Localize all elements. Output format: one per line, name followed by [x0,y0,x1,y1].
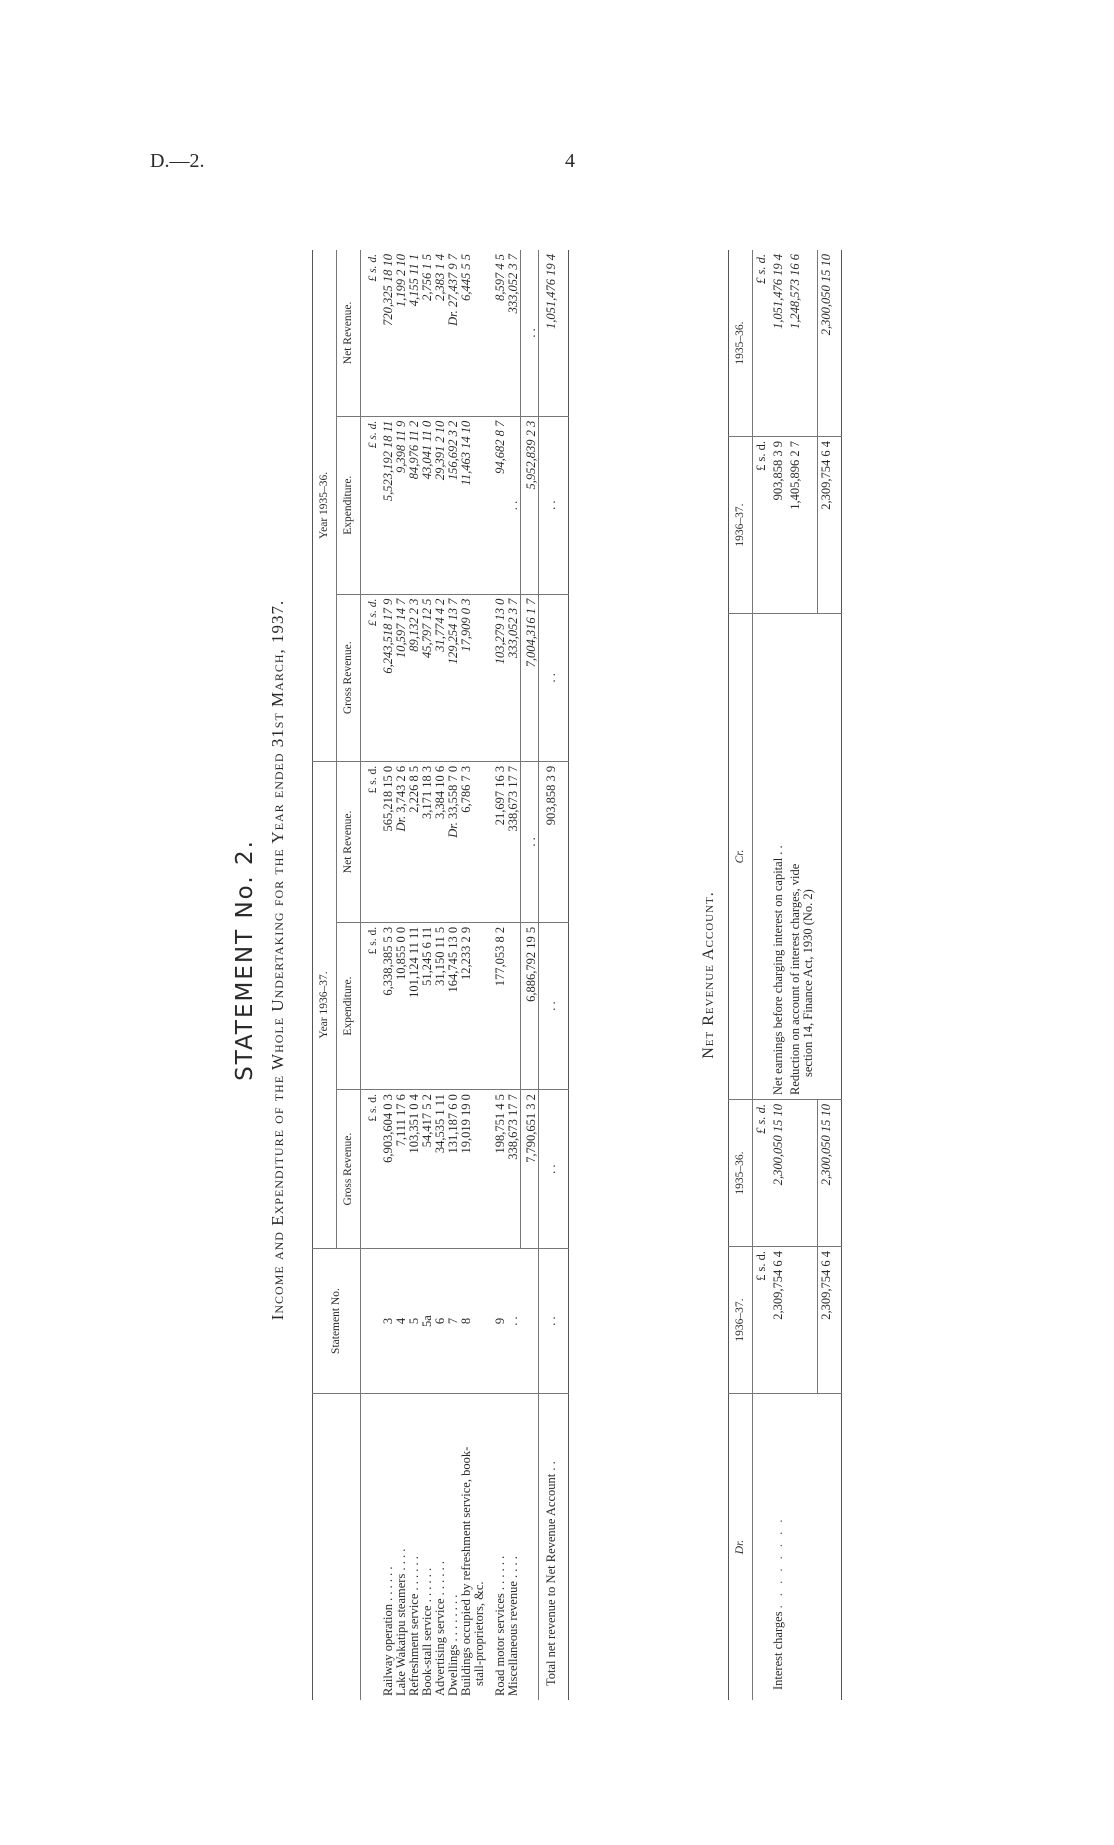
row-n37-val: 3,171 18 3 [420,765,434,819]
header-blank [313,1394,361,1701]
units-net-36: £ s. d. [361,250,383,416]
row-g37: 198,751 4 5 [486,1090,507,1249]
dr-prefix: Dr. [446,310,460,326]
row-n37-val: 565,218 15 0 [381,765,395,832]
nra-units-row [753,250,771,1700]
row-desc: Railway operation . . . . . . [381,1566,395,1696]
row-e37: 177,053 8 2 [486,922,507,1089]
row-n36-val: 27,437 9 7 [446,254,460,308]
nra-cr-label: Net earnings before charging interest on capital . . [770,614,787,1100]
nra-dr-y37: 2,309,754 6 4 [770,1247,787,1394]
row-n36 [486,250,507,416]
net-revenue-account-table [728,250,842,1700]
row-e37: 12,233 2 9 [460,922,486,1089]
row-n36-val: 2,756 1 5 [420,254,434,301]
row-g36: 6,243,518 17 9 [382,594,395,761]
units-exp-36: £ s. d. [361,416,383,594]
header-gross-36: Gross Revenue. [337,594,361,761]
row-e37: 101,124 11 11 [408,922,421,1089]
nra-header-cr: Cr. [729,614,753,1100]
table-row [507,250,521,1700]
row-e36: . . [507,416,521,594]
units-row [361,250,383,1700]
header-net-36: Net Revenue. [337,250,361,416]
row-n36-val: 6,445 5 5 [459,254,473,301]
rotated-page [230,220,930,1700]
nra-header-y37: 1936–37. [729,1247,753,1394]
row-n37-val: 338,673 17 7 [506,765,520,832]
nra-header-cy36: 1935–36. [729,250,753,437]
row-desc: Refreshment service . . . . . . [407,1556,421,1696]
header-year-1936-37: Year 1936–37. [313,761,337,1248]
row-n36-val: 1,199 2 10 [394,254,408,308]
row-n36-val: 4,155 11 1 [407,254,421,307]
row-n37-val: 33,558 7 0 [446,765,460,819]
table-row [460,250,486,1700]
row-e37: 10,855 0 0 [395,922,408,1089]
nra-dr-y36: 2,300,050 15 10 [770,1100,787,1247]
total-desc: Total net revenue to Net Revenue Account . . [539,1394,569,1701]
row-desc: Miscellaneous revenue . . . . [506,1556,520,1696]
nra-header-cy37: 1936–37. [729,437,753,614]
subtotal-e36: 5,952,839 2 3 [521,416,539,594]
nra-units-y36: £ s. d. [753,1100,771,1247]
row-stmt: 4 [395,1249,408,1394]
nra-total-dr37: 2,309,754 6 4 [817,1247,841,1394]
row-stmt: . . [507,1249,521,1394]
nra-leaders: . . . . . . . . [771,1516,785,1609]
row-g36: 17,909 0 3 [460,594,486,761]
units-net-37: £ s. d. [361,761,383,922]
title-block [230,220,288,1700]
nra-totals-row [817,250,841,1700]
statement-subtitle: Income and Expenditure of the Whole Undertaking for the Year ended 31st March, 1937. [268,599,287,1321]
income-expenditure-table [312,250,569,1700]
table-row [787,250,817,1700]
total-e36: . . [539,416,569,594]
row-n36-val: 2,383 1 4 [433,254,447,301]
row-desc: Advertising service . . . . . . [433,1560,447,1696]
nra-cr-y36: 1,051,476 19 4 [770,250,787,437]
units-gross-36: £ s. d. [361,594,383,761]
row-n37-val: 3,743 2 6 [394,765,408,813]
row-n37-val: 2,226 8 5 [407,765,421,813]
header-row-1 [313,250,337,1700]
row-e36: 29,391 2 10 [434,416,447,594]
page-number: 4 [565,150,575,172]
subtotal-n37: . . [521,761,539,922]
nra-dr-label: Interest charges . . . . . . . . [771,1516,785,1690]
row-e36: 43,041 11 0 [421,416,434,594]
nra-units-cy37: £ s. d. [753,437,771,614]
table-row [486,250,507,1700]
nra-total-dr36: 2,300,050 15 10 [817,1100,841,1247]
row-e36: 94,682 8 7 [486,416,507,594]
statement-title: STATEMENT No. 2. [232,839,258,1081]
row-stmt: 5 [408,1249,421,1394]
row-g37: 34,535 1 11 [434,1090,447,1249]
nra-header-y36: 1935–36. [729,1100,753,1247]
row-stmt: 5a [421,1249,434,1394]
total-stmt: . . [539,1249,569,1394]
row-g36: 129,254 13 7 [447,594,460,761]
header-exp-37: Expenditure. [337,922,361,1089]
total-g37: . . [539,1090,569,1249]
nra-header-dr: Dr. [729,1394,753,1701]
row-e37 [507,922,521,1089]
row-g37: 7,111 17 6 [395,1090,408,1249]
row-desc [460,1394,486,1701]
nra-total-cr36: 2,300,050 15 10 [817,250,841,437]
total-n36: 1,051,476 19 4 [539,250,569,416]
row-e37: 164,745 13 0 [447,922,460,1089]
nra-total-cr37: 2,309,754 6 4 [817,437,841,614]
row-stmt: 8 [460,1249,486,1394]
row-stmt: 6 [434,1249,447,1394]
row-n37-val: 3,384 10 6 [433,765,447,819]
row-n36 [460,250,486,416]
row-desc-line2: stall-proprietors, &c. [472,1581,486,1686]
row-e36: 156,692 3 2 [447,416,460,594]
total-g36: . . [539,594,569,761]
row-n36 [507,250,521,416]
row-g37: 19,019 19 0 [460,1090,486,1249]
row-n37 [486,761,507,922]
row-g36: 103,279 13 0 [486,594,507,761]
row-e36: 5,523,192 18 11 [382,416,395,594]
row-n36-val: 8,597 4 5 [493,254,507,301]
subtotal-g37: 7,790,651 3 2 [521,1090,539,1249]
total-e37: . . [539,922,569,1089]
total-n37: 903,858 3 9 [539,761,569,922]
row-stmt: 3 [382,1249,395,1394]
dr-prefix: Dr. [446,822,460,838]
row-e36: 84,976 11 2 [408,416,421,594]
row-n36-val: 333,052 3 7 [506,254,520,314]
header-exp-36: Expenditure. [337,416,361,594]
row-g36: 45,797 12 5 [421,594,434,761]
page-code: D.—2. [150,150,205,172]
row-g36: 89,132 2 3 [408,594,421,761]
nra-units-y37: £ s. d. [753,1247,771,1394]
net-revenue-account-title: Net Revenue Account. [700,891,717,1059]
header-statement-no: Statement No. [313,1249,361,1394]
units-exp-37: £ s. d. [361,922,383,1089]
units-gross-37: £ s. d. [361,1090,383,1249]
header-year-1935-36: Year 1935–36. [313,250,337,761]
row-g36: 333,052 3 7 [507,594,521,761]
row-desc: Lake Wakatipu steamers . . . . [394,1548,408,1696]
row-e36: 9,398 11 9 [395,416,408,594]
row-n36-val: 720,325 18 10 [381,254,395,326]
subtotal-row [521,250,539,1700]
row-g37: 6,903,604 0 3 [382,1090,395,1249]
row-e36: 11,463 14 10 [460,416,486,594]
row-desc-line1: Buildings occupied by refreshment service, book- [459,1446,473,1696]
nra-units-cy36: £ s. d. [753,250,771,437]
row-n37-val: 6,786 7 3 [459,765,473,813]
nra-cr-y36: 1,248,573 16 6 [787,250,817,437]
row-g37: 54,417 5 2 [421,1090,434,1249]
row-desc: Dwellings . . . . . . . . [446,1594,460,1696]
header-net-37: Net Revenue. [337,761,361,922]
row-g37: 338,673 17 7 [507,1090,521,1249]
row-stmt: 7 [447,1249,460,1394]
dr-prefix: Dr. [394,815,408,832]
row-n37 [460,761,486,922]
row-e37: 31,150 11 5 [434,922,447,1089]
subtotal-g36: 7,004,316 1 7 [521,594,539,761]
row-e37: 6,338,385 5 3 [382,922,395,1089]
table-row [770,250,787,1700]
nra-cr-y37: 1,405,896 2 7 [787,437,817,614]
header-gross-37: Gross Revenue. [337,1090,361,1249]
row-n37 [507,761,521,922]
row-desc: Book-stall service . . . . . . [420,1567,434,1696]
row-g37: 103,351 0 4 [408,1090,421,1249]
row-desc: Road motor services . . . . . . [493,1555,507,1696]
subtotal-n36: . . [521,250,539,416]
total-row [539,250,569,1700]
row-n37-val: 21,697 16 3 [493,765,507,826]
subtotal-e37: 6,886,792 19 5 [521,922,539,1089]
row-g36: 31,774 4 2 [434,594,447,761]
row-stmt: 9 [486,1249,507,1394]
row-g36: 10,597 14 7 [395,594,408,761]
row-g37: 131,187 6 0 [447,1090,460,1249]
row-e37: 51,245 6 11 [421,922,434,1089]
nra-cr-y37: 903,858 3 9 [770,437,787,614]
nra-cr-label: Reduction on account of interest charges, vide section 14, Finance Act, 1930 (No. 2) [787,614,817,1100]
nra-header-row [729,250,753,1700]
